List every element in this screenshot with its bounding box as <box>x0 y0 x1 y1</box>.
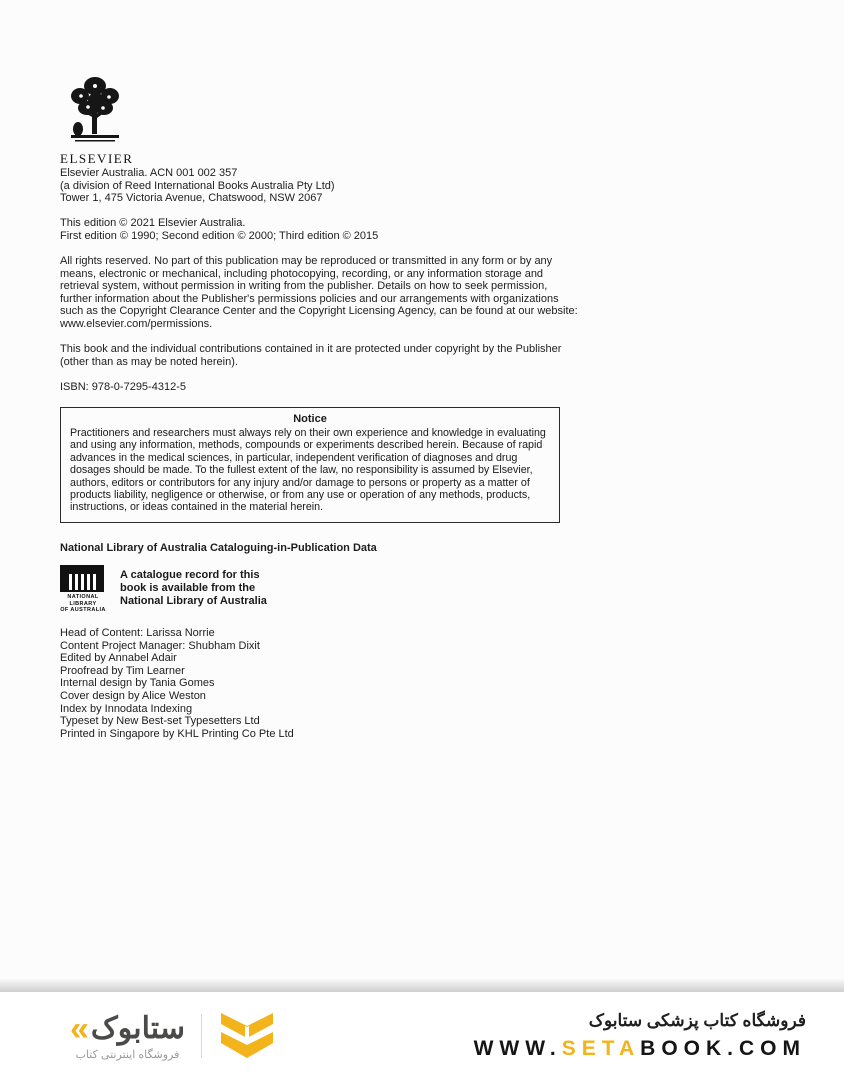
nla-cataloguing-heading: National Library of Australia Cataloguing-in-Publication Data <box>60 542 377 554</box>
publisher-address-block <box>60 167 540 205</box>
edition-line: First edition © 1990; Second edition © 2000; Third edition © 2015 <box>60 229 379 242</box>
elsevier-tree-icon <box>63 74 127 144</box>
setabook-chevron-emblem-icon <box>218 1011 276 1061</box>
credit-line: Internal design by Tania Gomes <box>60 677 215 690</box>
credit-line: Printed in Singapore by KHL Printing Co Pte Ltd <box>60 727 294 740</box>
credit-line: Edited by Annabel Adair <box>60 652 177 665</box>
credits-block <box>60 627 480 740</box>
credit-line: Proofread by Tim Learner <box>60 664 185 677</box>
credit-line: Index by Innodata Indexing <box>60 702 193 715</box>
store-url: WWW.SETABOOK.COM <box>473 1037 806 1060</box>
notice-title: Notice <box>293 413 327 425</box>
footer-divider <box>201 1014 202 1058</box>
credit-line: Cover design by Alice Weston <box>60 689 206 702</box>
nla-columns-icon <box>60 565 104 592</box>
nla-record-text: A catalogue record for this book is available from the National Library of Australia <box>120 569 267 607</box>
nla-caption: NATIONAL LIBRARY OF AUSTRALIA <box>60 594 106 613</box>
brand-tagline-fa: فروشگاه اینترنتی کتاب <box>75 1048 180 1061</box>
setabook-logo-group <box>70 1011 276 1061</box>
publisher-line: (a division of Reed International Books Australia Pty Ltd) <box>60 179 335 192</box>
setabook-watermark-footer <box>0 992 844 1080</box>
publisher-line: Tower 1, 475 Victoria Avenue, Chatswood, NSW 2067 <box>60 192 323 205</box>
credit-line: Head of Content: Larissa Norrie <box>60 627 215 639</box>
protection-paragraph: This book and the individual contributions contained in it are protected under copyright by the Publisher (other than as may be noted herein). <box>60 343 562 368</box>
credit-line: Content Project Manager: Shubham Dixit <box>60 639 260 652</box>
elsevier-wordmark: ELSEVIER <box>60 151 134 166</box>
nla-logo <box>60 565 106 614</box>
edition-block <box>60 217 540 242</box>
isbn-line: ISBN: 978-0-7295-4312-5 <box>60 381 186 393</box>
notice-box <box>60 407 560 523</box>
publisher-line: Elsevier Australia. ACN 001 002 357 <box>60 167 238 179</box>
store-title-fa: فروشگاه کتاب پزشکی ستابوک <box>588 1011 806 1030</box>
credit-line: Typeset by New Best-set Typesetters Ltd <box>60 715 260 728</box>
brand-name-fa: ستابوک <box>90 1011 185 1045</box>
rights-paragraph: All rights reserved. No part of this publication may be reproduced or transmitted in any form or by any means, electronic or mechanical, including photocopying, recording, or any information storage and retrieval system, without permission in writing from the publisher. Details on how to seek permission, further information about the Publisher's permissions policies and our arrangements with organizations such as the Copyright Clearance Center and the Copyright Licensing Agency, can be found at our website: www.elsevier.com/permissions. <box>60 255 578 330</box>
footer-store-info <box>474 1011 806 1061</box>
chevron-left-icon: « <box>70 1009 89 1048</box>
elsevier-logo <box>60 74 134 167</box>
notice-body: Practitioners and researchers must always rely on their own experience and knowledge in evaluating and using any information, methods, compounds or experiments described herein. Because of rapid advances in the medical sciences, in particular, independent verification of diagnoses and drug dosages should be made. To the fullest extent of the law, no responsibility is assumed by Elsevier, authors, editors or contributors for any injury and/or damage to persons or property as a matter of products liability, negligence or otherwise, or from any use or operation of any methods, products, instructions, or ideas contained in the material herein. <box>70 427 546 514</box>
setabook-wordmark <box>70 1009 185 1061</box>
nla-record-block <box>60 565 480 614</box>
edition-line: This edition © 2021 Elsevier Australia. <box>60 217 246 229</box>
